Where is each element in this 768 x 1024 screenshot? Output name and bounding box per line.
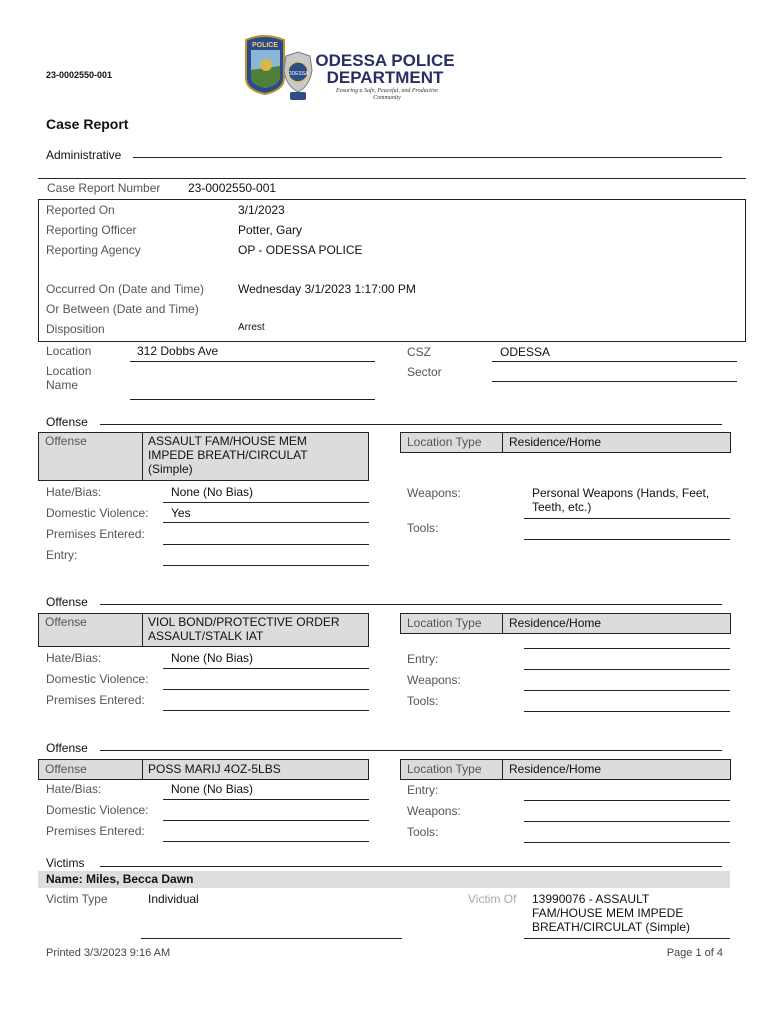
offense-3-label: Offense	[45, 762, 87, 776]
reporting-agency-value: OP - ODESSA POLICE	[238, 243, 363, 257]
department-logo	[240, 34, 320, 110]
offense-2-location-type-value: Residence/Home	[509, 616, 602, 630]
offense-2-dv-underline	[163, 689, 369, 690]
report-id: 23-0002550-001	[46, 70, 113, 80]
victim-of-underline	[524, 938, 730, 939]
offense-2-tools-underline	[524, 711, 730, 712]
offense-2-location-type-label: Location Type	[407, 616, 482, 630]
police-patch-icon	[240, 34, 320, 110]
victim-type-label: Victim Type	[46, 892, 108, 906]
reported-on-value: 3/1/2023	[238, 203, 285, 217]
case-number-value: 23-0002550-001	[188, 181, 277, 195]
offense-2-tools-label: Tools:	[407, 694, 439, 708]
sector-label: Sector	[407, 365, 442, 379]
offense-1-heading: Offense	[46, 415, 88, 429]
administrative-box	[38, 199, 746, 342]
or-between-label: Or Between (Date and Time)	[46, 302, 199, 316]
svg-text:POLICE: POLICE	[251, 42, 279, 49]
offense-3-hate-value: None (No Bias)	[171, 782, 254, 796]
offense-3-heading: Offense	[46, 741, 88, 755]
offense-2-hate-underline	[163, 668, 369, 669]
offense-1-weapons-value: Personal Weapons (Hands, Feet, Teeth, etc.)	[532, 486, 710, 514]
svg-text:ODESSA: ODESSA	[287, 71, 309, 77]
department-motto: Ensuring a Safe, Peaceful, and Productive Community	[336, 88, 438, 101]
administrative-rule	[133, 157, 722, 158]
administrative-heading: Administrative	[46, 148, 122, 162]
location-name-label-line1: Location	[46, 364, 92, 378]
offense-2-weapons-label: Weapons:	[407, 673, 461, 687]
offense-1-location-type-label: Location Type	[407, 435, 482, 449]
csz-label: CSZ	[407, 345, 431, 359]
offense-1-hate-value: None (No Bias)	[171, 485, 254, 499]
offense-2-dv-label: Domestic Violence:	[46, 672, 149, 686]
offense-1-value: ASSAULT FAM/HOUSE MEM IMPEDE BREATH/CIRCULAT (Simple)	[148, 434, 308, 476]
department-name-line1: ODESSA POLICE	[315, 51, 455, 70]
offense-3-premises-label: Premises Entered:	[46, 824, 145, 838]
offense-3-tools-label: Tools:	[407, 825, 439, 839]
offense-3-weapons-label: Weapons:	[407, 804, 461, 818]
reporting-officer-value: Potter, Gary	[238, 223, 303, 237]
offense-2-hate-value: None (No Bias)	[171, 651, 254, 665]
victim-of-label: Victim Of	[468, 892, 517, 906]
location-underline	[130, 361, 375, 362]
offense-3-dv-underline	[163, 820, 369, 821]
offense-3-entry-label: Entry:	[407, 783, 439, 797]
location-value: 312 Dobbs Ave	[137, 344, 219, 358]
offense-3-rule	[100, 750, 722, 751]
sector-underline	[492, 381, 737, 382]
offense-1-location-type-value: Residence/Home	[509, 435, 602, 449]
offense-1-rule	[100, 424, 722, 425]
department-name	[314, 52, 456, 86]
disposition-label: Disposition	[46, 322, 105, 336]
offense-1-tools-underline	[524, 539, 730, 540]
case-number-rule	[38, 178, 746, 179]
victim-name: Name: Miles, Becca Dawn	[46, 872, 194, 886]
offense-3-location-type-value: Residence/Home	[509, 762, 602, 776]
offense-3-entry-underline	[524, 800, 730, 801]
offense-3-weapons-underline	[524, 821, 730, 822]
offense-3-value: POSS MARIJ 4OZ-5LBS	[148, 762, 281, 776]
offense-3-hate-label: Hate/Bias:	[46, 782, 102, 796]
reported-on-label: Reported On	[46, 203, 115, 217]
offense-3-premises-underline	[163, 841, 369, 842]
offense-3-location-type-separator	[502, 759, 503, 780]
offense-1-dv-label: Domestic Violence:	[46, 506, 149, 520]
offense-1-dv-value: Yes	[171, 506, 191, 520]
disposition-value: Arrest	[238, 322, 265, 333]
victims-heading: Victims	[46, 856, 85, 870]
offense-2-entry-top-underline	[524, 648, 730, 649]
location-name-label	[46, 364, 91, 392]
offense-1-location-type-separator	[502, 432, 503, 453]
offense-1-entry-underline	[163, 565, 369, 566]
offense-1-weapons-label: Weapons:	[407, 486, 461, 500]
offense-3-tools-underline	[524, 842, 730, 843]
location-label: Location	[46, 344, 92, 358]
department-name-line2: DEPARTMENT	[326, 68, 444, 87]
offense-2-hate-label: Hate/Bias:	[46, 651, 102, 665]
offense-2-weapons-underline	[524, 690, 730, 691]
offense-1-label: Offense	[45, 434, 87, 448]
victims-rule	[100, 866, 722, 867]
offense-1-premises-label: Premises Entered:	[46, 527, 145, 541]
offense-3-location-type-label: Location Type	[407, 762, 482, 776]
offense-2-premises-label: Premises Entered:	[46, 693, 145, 707]
page-number: Page 1 of 4	[666, 947, 723, 959]
offense-3-hate-underline	[163, 799, 369, 800]
victim-type-value: Individual	[148, 892, 199, 906]
page-title: Case Report	[46, 116, 129, 132]
offense-2-entry-label: Entry:	[407, 652, 439, 666]
offense-2-location-type-separator	[502, 613, 503, 634]
case-number-label: Case Report Number	[47, 181, 161, 195]
offense-2-entry-underline	[524, 669, 730, 670]
printed-timestamp: Printed 3/3/2023 9:16 AM	[46, 947, 171, 959]
offense-1-weapons-underline	[524, 518, 730, 519]
offense-2-heading: Offense	[46, 595, 88, 609]
location-name-underline	[130, 399, 375, 400]
csz-underline	[492, 361, 737, 362]
offense-1-tools-label: Tools:	[407, 521, 439, 535]
occurred-on-value: Wednesday 3/1/2023 1:17:00 PM	[238, 282, 416, 296]
location-name-label-line2: Name	[46, 378, 79, 392]
reporting-officer-label: Reporting Officer	[46, 223, 137, 237]
occurred-on-label: Occurred On (Date and Time)	[46, 282, 205, 296]
offense-1-entry-label: Entry:	[46, 548, 78, 562]
offense-1-dv-underline	[163, 522, 369, 523]
offense-2-label: Offense	[45, 615, 87, 629]
csz-value: ODESSA	[500, 345, 551, 359]
offense-2-rule	[100, 604, 722, 605]
offense-2-value: VIOL BOND/PROTECTIVE ORDER ASSAULT/STALK IAT	[148, 615, 340, 643]
offense-1-hate-underline	[163, 502, 369, 503]
offense-2-premises-underline	[163, 710, 369, 711]
reporting-agency-label: Reporting Agency	[46, 243, 141, 257]
offense-1-premises-underline	[163, 544, 369, 545]
offense-1-hate-label: Hate/Bias:	[46, 485, 102, 499]
offense-3-dv-label: Domestic Violence:	[46, 803, 149, 817]
victim-type-underline	[141, 938, 402, 939]
victim-of-value: 13990076 - ASSAULT FAM/HOUSE MEM IMPEDE BREATH/CIRCULAT (Simple)	[532, 892, 691, 934]
